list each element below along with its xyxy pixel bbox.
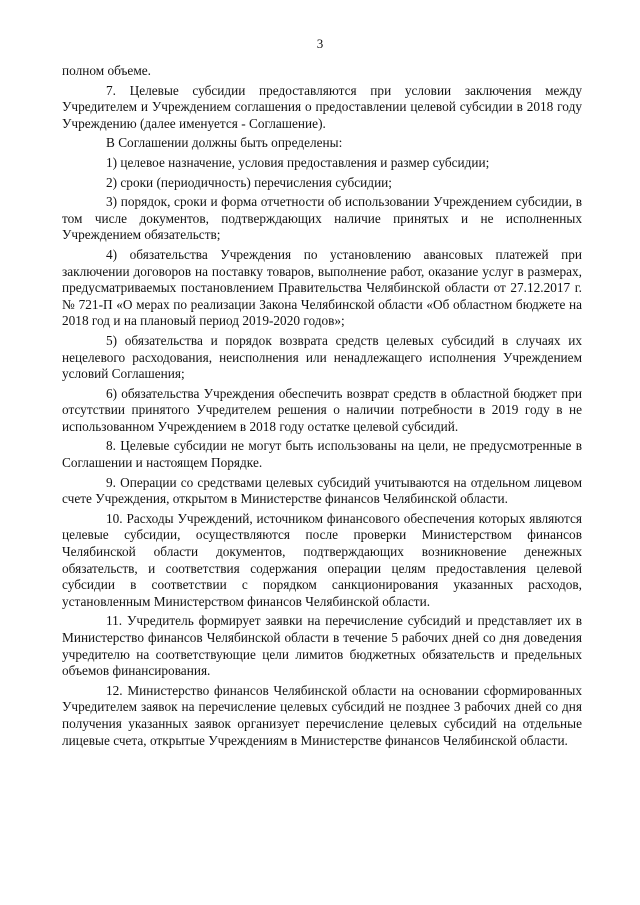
paragraph: В Соглашении должны быть определены: [106, 135, 343, 151]
page-number: 3 [316, 36, 324, 51]
paragraph: 8. Целевые субсидии не могут быть использованы на цели, не предусмотренные в Соглашении и настоящем Порядке. [62, 438, 582, 471]
paragraph: 5) обязательства и порядок возврата средств целевых субсидий в случаях их нецелевого расходования, неисполнения или ненадлежащего исполнения Учреждением условий Соглашения; [62, 332, 582, 382]
document-body [62, 63, 582, 749]
paragraph: 9. Операции со средствами целевых субсидий учитываются на отдельном лицевом счете Учреждения, открытом в Министерстве финансов Челябинской области. [62, 474, 582, 507]
paragraph: 1) целевое назначение, условия предоставления и размер субсидии; [106, 154, 490, 170]
paragraph: 6) обязательства Учреждения обеспечить возврат средств в областной бюджет при отсутствии принятого Учредителем решения о наличии потребности в 2019 году в не использованном Учреждением в 2018 году остатке целевой субсидий. [62, 385, 582, 434]
paragraph: 11. Учредитель формирует заявки на перечисление субсидий и представляет их в Министерство финансов Челябинской области в течение 5 рабочих дней со дня доведения учредителю на соответствующие цели лимитов бюджетных обязательств и предельных объемов финансирования. [62, 613, 582, 679]
paragraph: 10. Расходы Учреждений, источником финансового обеспечения которых являются целевые субсидии, осуществляются после проверки Министерством финансов Челябинской области документов, подтверждающих возникновение денежных обязательств, и соответствия содержания операции целям предоставления целевой субсидии в соответствии с порядком санкционирования указанных расходов, установленным Министерством финансов Челябинской области. [62, 510, 582, 609]
paragraph: 4) обязательства Учреждения по установлению авансовых платежей при заключении договоров на поставку товаров, выполнение работ, оказание услуг в размерах, предусматриваемых постановлением Правительства Челябинской области от 27.12.2017 г. № 721-П «О мерах по реализации Закона Челябинской области «Об областном бюджете на 2018 год и на плановый период 2019-2020 годов»; [62, 246, 582, 329]
paragraph: 3) порядок, сроки и форма отчетности об использовании Учреждением субсидии, в том числе документов, подтверждающих наличие принятых и не исполненных Учреждением обязательств; [62, 194, 582, 243]
paragraph: 2) сроки (периодичность) перечисления субсидии; [106, 174, 392, 190]
paragraph: 7. Целевые субсидии предоставляются при условии заключения между Учредителем и Учреждением соглашения о предоставлении целевой субсидии в 2018 году Учреждению (далее именуется - Соглашение). [62, 82, 582, 131]
paragraph: полном объеме. [62, 63, 151, 78]
paragraph: 12. Министерство финансов Челябинской области на основании сформированных Учредителем заявок на перечисление целевых субсидий не позднее 3 рабочих дней со дня получения указанных заявок организует перечисление целевых субсидий на отдельные лицевые счета, открытые Учреждениям в Министерстве финансов Челябинской области. [62, 682, 582, 748]
